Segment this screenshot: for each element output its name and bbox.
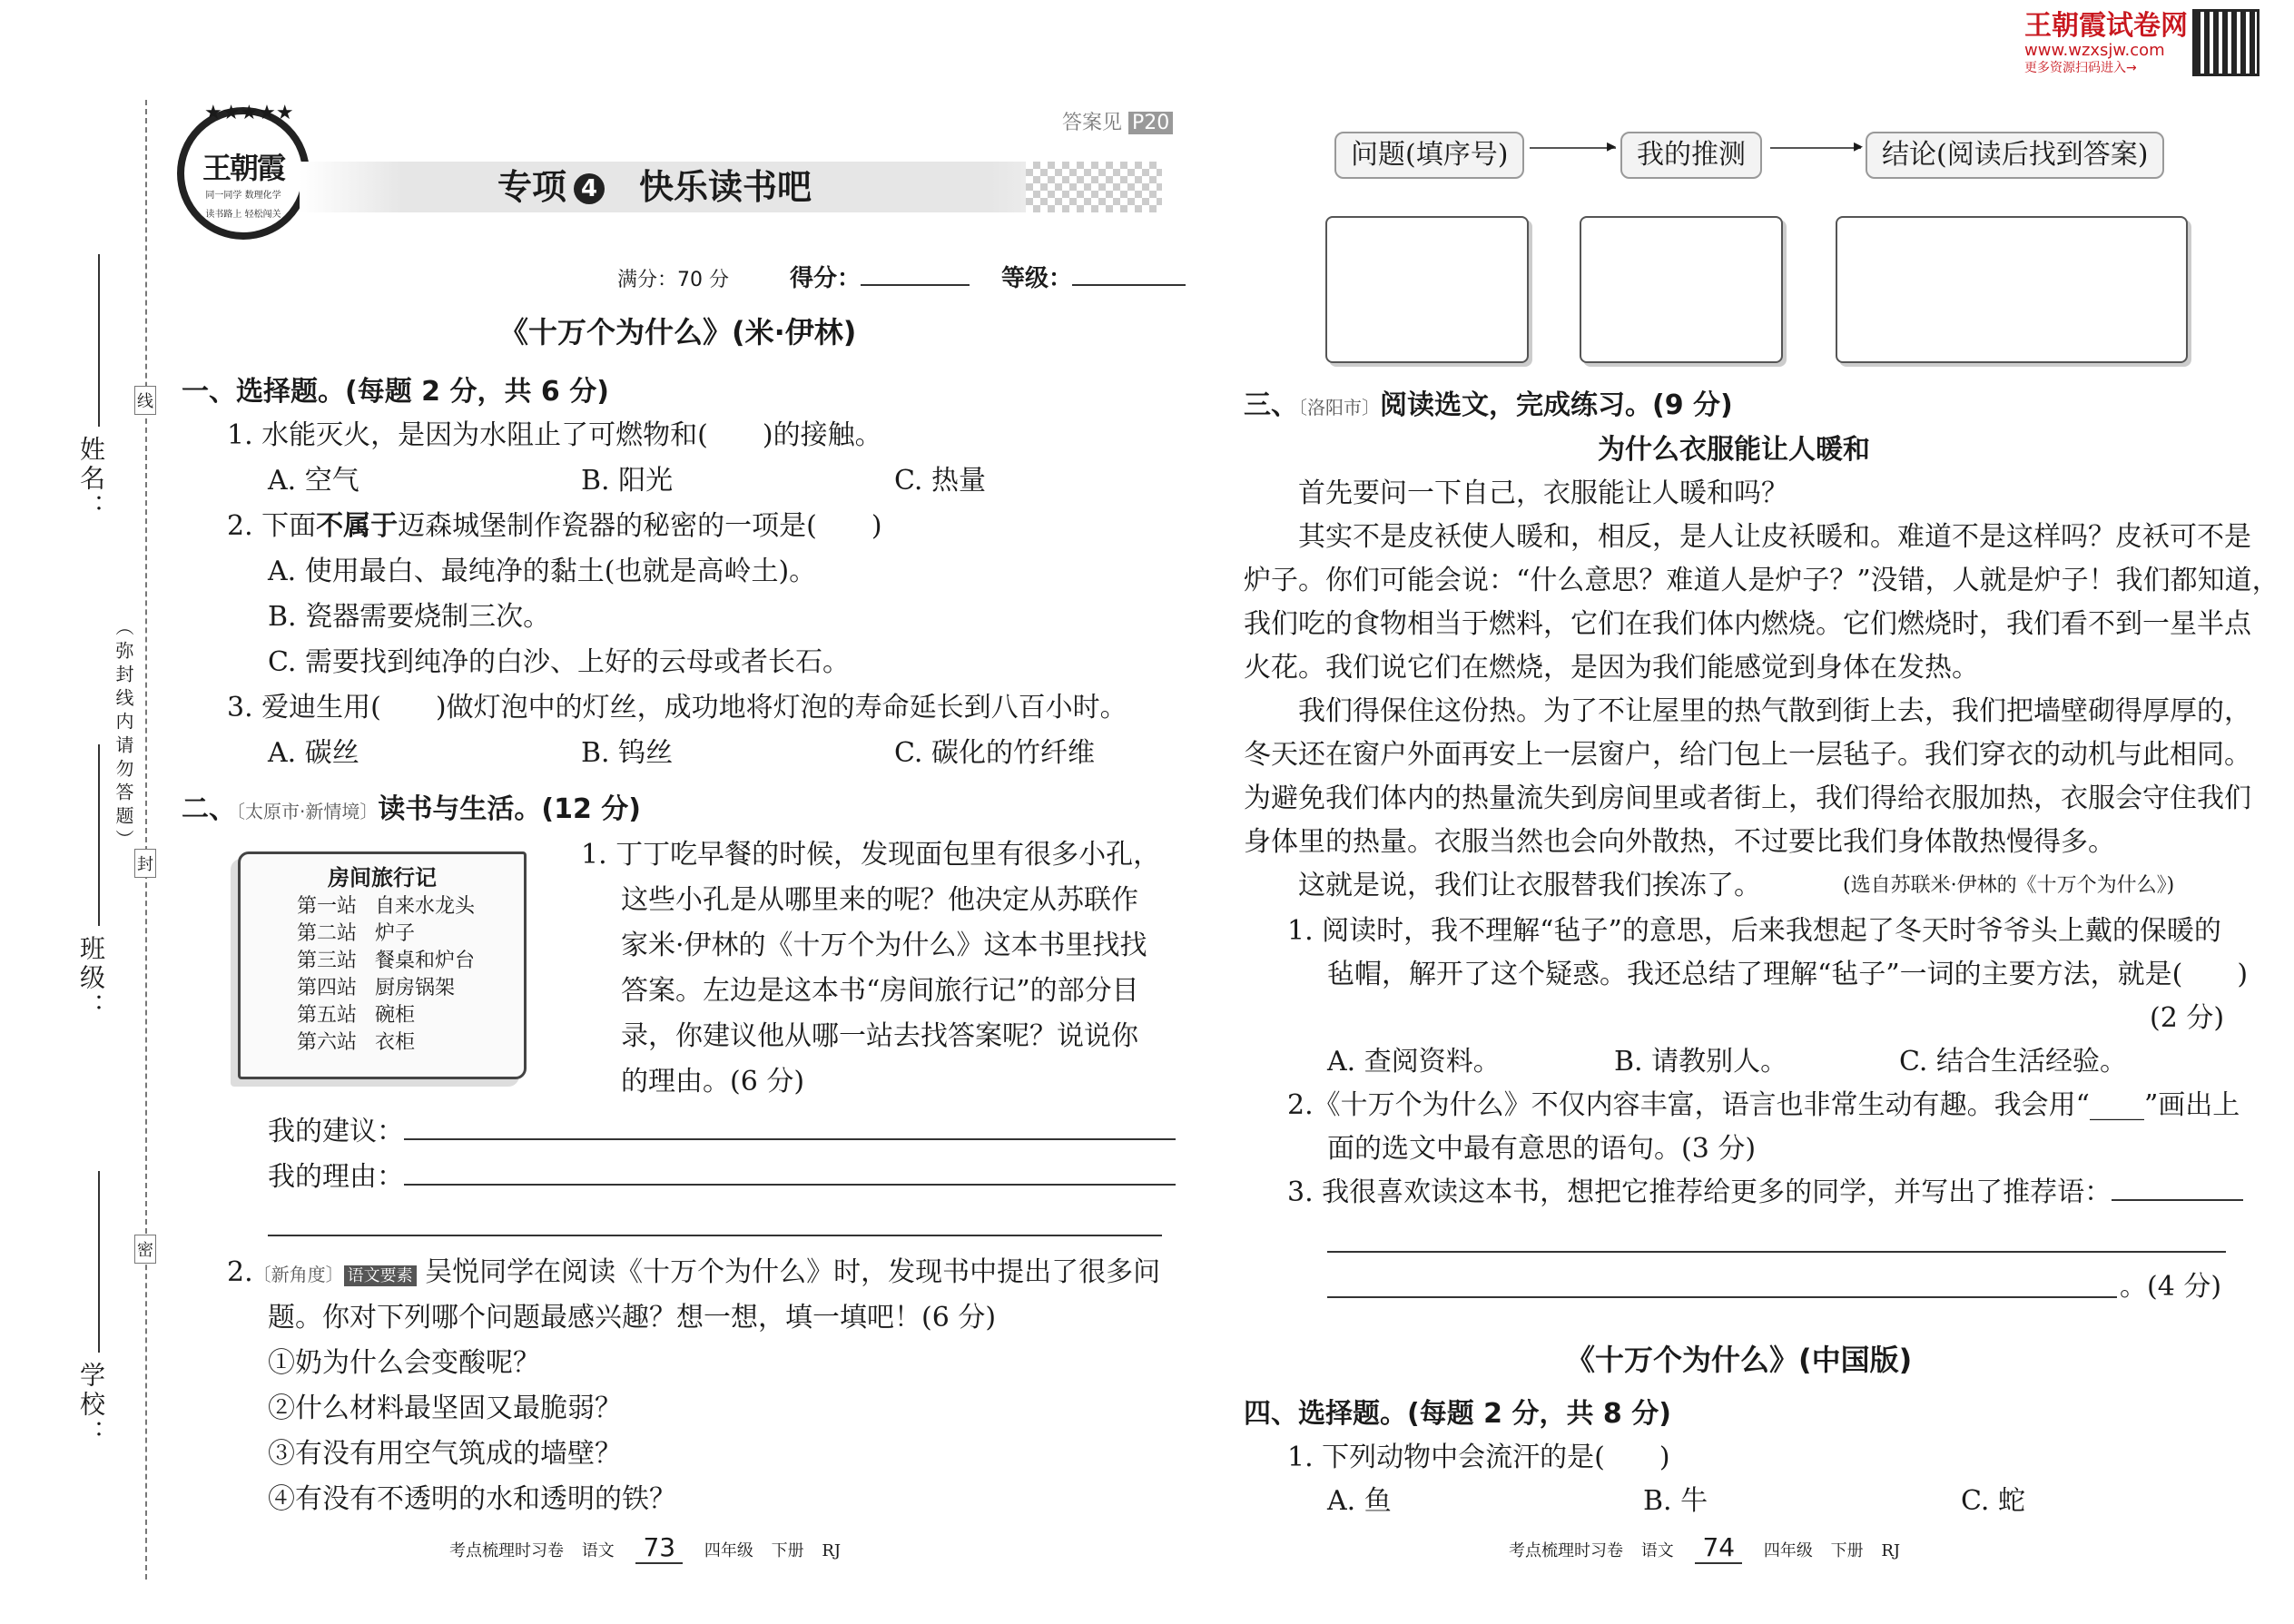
- scroll-item-stop: 第二站: [297, 922, 358, 945]
- s2q2-stamp: 语文要素: [344, 1265, 417, 1286]
- q3-opt-a[interactable]: A. 碳丝: [268, 737, 359, 769]
- r-q3-line-1: [1287, 1173, 2243, 1213]
- flow-problem: 问题(填序号): [1334, 132, 1524, 179]
- passage-line-1: 首先要问一下自己，衣服能让人暖和吗？: [1298, 477, 1788, 509]
- q1-opt-b[interactable]: B. 阳光: [581, 465, 674, 497]
- q2-opt-c[interactable]: C. 需要找到纯净的白沙、上好的云母或者长石。: [268, 646, 850, 678]
- sec2-prefix: 二、: [182, 793, 236, 825]
- passage-line-8: 为避免我们体内的热量流失到房间里或者街上，我们得给衣服加热，衣服会守住我们: [1244, 782, 2251, 814]
- title-banner-checker: [1026, 162, 1162, 212]
- answer-box-guess[interactable]: [1580, 216, 1783, 363]
- sec3-title-text: 阅读选文，完成练习。(9 分): [1380, 389, 1733, 421]
- seal-char-mi: 密: [134, 1235, 156, 1264]
- s4q1-text: 1. 下列动物中会流汗的是( ): [1287, 1442, 1670, 1473]
- logo-sub2: 读书路上 轻松闯关: [205, 210, 281, 220]
- scroll-item-stop: 第四站: [297, 977, 358, 999]
- scroll-item: [297, 1002, 524, 1029]
- r-q3-field-3[interactable]: [1327, 1296, 2117, 1298]
- site-tip: 更多资源扫码进入→: [2024, 61, 2137, 75]
- option-3: ③有没有用空气筑成的墙壁？: [268, 1438, 622, 1470]
- scroll-item-place: 餐桌和炉台: [375, 950, 476, 972]
- binding-dashed-line: [145, 100, 147, 1580]
- r-q3-text: 3. 我很喜欢读这本书，想把它推荐给更多的同学，并写出了推荐语：: [1287, 1176, 2112, 1208]
- score-field[interactable]: [861, 284, 970, 286]
- footer-subject: 语文: [581, 1541, 615, 1560]
- reason-label: 我的理由：: [268, 1161, 404, 1193]
- logo-sub1: 同一同学 数理化学: [205, 191, 281, 201]
- sec1-title: 一、选择题。(每题 2 分，共 6 分): [182, 376, 609, 408]
- answer-page: P20: [1128, 112, 1173, 134]
- sec3-prefix: 三、: [1244, 389, 1298, 421]
- topic-title-text: 快乐读书吧: [639, 167, 812, 207]
- footer-series: 考点梳理时习卷: [449, 1541, 564, 1560]
- scroll-item: [297, 920, 524, 948]
- answer-ref: [1062, 107, 1173, 135]
- score-full: 满分：70 分: [617, 269, 729, 291]
- passage-line-4: 我们吃的食物相当于燃料，它们在我们体内燃烧。它们燃烧时，我们看不到一星半点: [1244, 608, 2251, 640]
- r-q1-score: (2 分): [2150, 1002, 2225, 1034]
- seal-char-feng: 封: [134, 849, 156, 878]
- q2-opt-a[interactable]: A. 使用最白、最纯净的黏土(也就是高岭土)。: [268, 556, 817, 587]
- s2q1-line-6: 的理由。(6 分): [621, 1066, 805, 1097]
- r-q1-line-1: 1. 阅读时，我不理解“毡子”的意思，后来我想起了冬天时爷爷头上戴的保暖的: [1287, 915, 2221, 947]
- s2q1-line-1: 1. 丁丁吃早餐的时候，发现面包里有很多小孔，: [581, 839, 1161, 871]
- school-label: 学校：: [76, 1362, 106, 1449]
- name-field[interactable]: [98, 254, 100, 427]
- answer-box-problem[interactable]: [1325, 216, 1529, 363]
- scroll-item: [297, 1029, 524, 1057]
- seal-note: （弥封线内请勿答题）: [113, 617, 134, 853]
- s4q1-opt-b[interactable]: B. 牛: [1643, 1485, 1708, 1517]
- suggest-label: 我的建议：: [268, 1116, 404, 1147]
- option-1: ①奶为什么会变酸呢？: [268, 1347, 540, 1379]
- logo-stars: ★★★★★: [204, 102, 294, 124]
- site-name: 王朝霞试卷网: [2024, 10, 2188, 42]
- r-q2-line-1: 2.《十万个为什么》不仅内容丰富，语言也非常生动有趣。我会用“____”画出上: [1287, 1089, 2240, 1121]
- sec4-title: 四、选择题。(每题 2 分，共 8 分): [1244, 1398, 1671, 1430]
- s2q2-line-2: 题。你对下列哪个问题最感兴趣？想一想，填一填吧！(6 分): [268, 1302, 997, 1334]
- r-q2-line-2: 面的选文中最有意思的语句。(3 分): [1327, 1133, 1757, 1165]
- r-q3-end: 。(4 分): [2120, 1271, 2222, 1303]
- passage-line-3: 炉子。你们可能会说：“什么意思？难道人是炉子？”没错，人就是炉子！我们都知道，: [1244, 565, 2279, 596]
- scroll-item-stop: 第一站: [297, 895, 358, 918]
- topic-prefix: 专项: [497, 167, 567, 207]
- passage-line-5: 火花。我们说它们在燃烧，是因为我们能感觉到身体在发热。: [1244, 652, 1979, 684]
- qr-code-icon[interactable]: [2192, 9, 2260, 76]
- scroll-item: [297, 975, 524, 1002]
- scroll-list: [297, 893, 524, 1057]
- q1-text: 1. 水能灭火，是因为水阻止了可燃物和( )的接触。: [227, 419, 882, 451]
- q3-opt-c[interactable]: C. 碳化的竹纤维: [894, 737, 1095, 769]
- reason-field[interactable]: [404, 1184, 1176, 1186]
- s2q2-tag: 〔新角度〕: [252, 1264, 344, 1285]
- r-q1-opt-b[interactable]: B. 请教别人。: [1614, 1046, 1788, 1078]
- r-q1-line-2: 毡帽，解开了这个疑惑。我还总结了理解“毡子”一词的主要方法，就是( ): [1327, 959, 2249, 990]
- s2q1-line-3: 家米·伊林的《十万个为什么》这本书里找找: [621, 930, 1147, 961]
- s2q2-text-1: 吴悦同学在阅读《十万个为什么》时，发现书中提出了很多问: [425, 1256, 1161, 1288]
- q2-pre: 2. 下面: [227, 510, 317, 542]
- scroll-item: [297, 948, 524, 975]
- seal-char-xian: 线: [134, 386, 156, 415]
- suggest-row: [268, 1112, 1176, 1152]
- scroll-item: [297, 893, 524, 920]
- r-q1-opt-a[interactable]: A. 查阅资料。: [1327, 1046, 1501, 1078]
- flow-arrowhead-2: ▸: [1854, 134, 1864, 156]
- topic-title: [497, 163, 812, 211]
- answer-ref-label: 答案见: [1062, 112, 1123, 134]
- reason-row: [268, 1157, 1176, 1197]
- scroll-item-stop: 第六站: [297, 1031, 358, 1054]
- score-label: 得分：: [790, 265, 861, 292]
- scroll-item-place: 自来水龙头: [375, 895, 476, 918]
- class-field[interactable]: [98, 744, 100, 926]
- s4q1-opt-c[interactable]: C. 蛇: [1961, 1485, 2025, 1517]
- scroll-item-place: 碗柜: [375, 1004, 416, 1027]
- scroll-item-place: 炉子: [375, 922, 416, 945]
- passage-line-7: 冬天还在窗户外面再安上一层窗户，给门包上一层毡子。我们穿衣的动机与此相同。: [1244, 739, 2251, 771]
- logo-badge: [177, 107, 310, 240]
- scroll-item-place: 厨房锅架: [375, 977, 456, 999]
- q1-opt-a[interactable]: A. 空气: [268, 465, 359, 497]
- sec3-title: [1244, 386, 1733, 428]
- answer-box-conclusion[interactable]: [1836, 216, 2188, 363]
- sec2-tag: 〔太原市·新情境〕: [236, 801, 379, 822]
- sec3-tag: 〔洛阳市〕: [1298, 397, 1380, 418]
- r-footer-page: 74: [1695, 1532, 1742, 1564]
- s2q1-line-4: 答案。左边是这本书“房间旅行记”的部分目: [621, 975, 1139, 1007]
- scroll-item-stop: 第五站: [297, 1004, 358, 1027]
- r-footer-ed: RJ: [1881, 1541, 1901, 1560]
- logo-text: 王朝霞: [202, 151, 284, 185]
- flow-arrowhead-1: ▸: [1607, 134, 1617, 156]
- site-url: www.wzxsjw.com: [2024, 41, 2165, 60]
- s2q1-line-2: 这些小孔是从哪里来的呢？他决定从苏联作: [621, 884, 1138, 916]
- footer-ed: RJ: [822, 1541, 842, 1560]
- passage-line-2: 其实不是皮袄使人暖和，相反，是人让皮袄暖和。难道不是这样吗？皮袄可不是: [1298, 521, 2251, 553]
- footer-grade: 四年级: [704, 1541, 753, 1560]
- r-footer-term: 下册: [1830, 1541, 1864, 1560]
- score-row: [617, 260, 1186, 293]
- q2-text: [227, 507, 882, 546]
- r-footer-grade: 四年级: [1763, 1541, 1813, 1560]
- class-label: 班级：: [76, 935, 106, 1022]
- s2q1-line-5: 录，你建议他从哪一站去找答案呢？说说你: [621, 1020, 1138, 1052]
- topic-num: 4: [574, 173, 605, 204]
- book2-title: 《十万个为什么》(中国版): [1566, 1343, 1913, 1377]
- scroll-box: [238, 851, 527, 1079]
- r-q3-field-1[interactable]: [2112, 1199, 2243, 1201]
- q2-bold: 不属于: [316, 510, 399, 542]
- left-footer: [449, 1532, 841, 1562]
- flow-guess: 我的推测: [1620, 132, 1762, 179]
- reason-field-2[interactable]: [268, 1235, 1162, 1236]
- grade-field[interactable]: [1072, 284, 1186, 286]
- sec2-title: [182, 790, 641, 832]
- scroll-item-place: 衣柜: [375, 1031, 416, 1054]
- s2q2-line-1: [227, 1253, 1160, 1296]
- passage-title: 为什么衣服能让人暖和: [1598, 434, 1870, 466]
- footer-term: 下册: [771, 1541, 804, 1560]
- flow-arrow-2: [1770, 147, 1861, 149]
- passage-line-10: 这就是说，我们让衣服替我们挨冻了。: [1298, 870, 1761, 901]
- sec2-title-text: 读书与生活。(12 分): [378, 793, 641, 825]
- name-label: 姓名：: [76, 436, 106, 523]
- q2-opt-b[interactable]: B. 瓷器需要烧制三次。: [268, 601, 551, 633]
- s4q1-opt-a[interactable]: A. 鱼: [1327, 1485, 1392, 1517]
- s2q2-num: 2.: [227, 1256, 253, 1288]
- r-footer-series: 考点梳理时习卷: [1509, 1541, 1623, 1560]
- book1-title: 《十万个为什么》(米·伊林): [499, 315, 857, 349]
- passage-source: (选自苏联米·伊林的《十万个为什么》): [1843, 874, 2175, 897]
- passage-line-6: 我们得保住这份热。为了不让屋里的热气散到街上去，我们把墙壁砌得厚厚的，: [1298, 695, 2251, 727]
- footer-page: 73: [635, 1532, 683, 1564]
- grade-label: 等级：: [1001, 265, 1073, 292]
- q2-post: 迈森城堡制作瓷器的秘密的一项是( ): [398, 510, 882, 542]
- scroll-title: 房间旅行记: [328, 865, 437, 891]
- r-footer-subject: 语文: [1640, 1541, 1674, 1560]
- q3-opt-b[interactable]: B. 钨丝: [581, 737, 674, 769]
- q3-text: 3. 爱迪生用( )做灯泡中的灯丝，成功地将灯泡的寿命延长到八百小时。: [227, 692, 1127, 723]
- scroll-item-stop: 第三站: [297, 950, 358, 972]
- r-q1-opt-c[interactable]: C. 结合生活经验。: [1899, 1046, 2127, 1078]
- q1-opt-c[interactable]: C. 热量: [894, 465, 986, 497]
- school-field[interactable]: [98, 1171, 100, 1353]
- suggest-field[interactable]: [404, 1138, 1176, 1140]
- right-footer: [1509, 1532, 1900, 1562]
- flow-conclusion: 结论(阅读后找到答案): [1866, 132, 2164, 179]
- option-2: ②什么材料最坚固又最脆弱？: [268, 1393, 622, 1424]
- flow-arrow-1: [1530, 147, 1616, 149]
- option-4: ④有没有不透明的水和透明的铁？: [268, 1483, 676, 1515]
- r-q3-field-2[interactable]: [1327, 1251, 2226, 1253]
- passage-line-9: 身体里的热量。衣服当然也会向外散热，不过要比我们身体散热慢得多。: [1244, 826, 2115, 858]
